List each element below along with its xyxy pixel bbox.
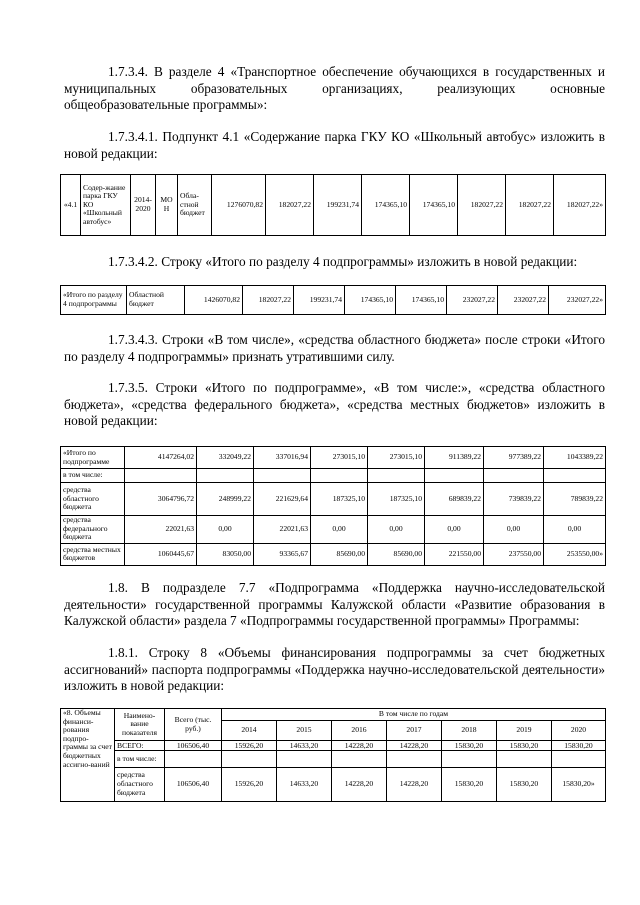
- value-cell: 337016,94: [254, 447, 311, 469]
- value-cell: 3064796,72: [125, 483, 197, 515]
- value-cell: 0,00: [197, 515, 254, 543]
- value-cell: 22021,63: [254, 515, 311, 543]
- value-cell: [497, 751, 552, 767]
- row-label: ВСЕГО:: [115, 741, 165, 751]
- row-label: в том числе:: [115, 751, 165, 767]
- table-program-totals: [60, 446, 606, 566]
- value-cell: 248999,22: [197, 483, 254, 515]
- value-cell: 187325,10: [311, 483, 368, 515]
- value-cell: 911389,22: [425, 447, 484, 469]
- value-cell: 1060445,67: [125, 543, 197, 565]
- value-cell: 739839,22: [484, 483, 544, 515]
- value-cell: 14228,20: [387, 741, 442, 751]
- year-header: 2020: [552, 721, 606, 741]
- row-executor: МОН: [156, 175, 178, 236]
- value-cell: [165, 751, 222, 767]
- row-label: средства областного бюджета: [115, 767, 165, 801]
- year-header: 2017: [387, 721, 442, 741]
- value-cell: 0,00: [368, 515, 425, 543]
- value-cell: 15830,20: [442, 741, 497, 751]
- value-cell: 232027,22»: [549, 286, 606, 315]
- column-header-years: В том числе по годам: [222, 709, 606, 721]
- value-cell: [425, 469, 484, 483]
- row-label: в том числе:: [61, 469, 125, 483]
- value-cell: 15830,20»: [552, 767, 606, 801]
- paragraph-1-7-3-4-1: 1.7.3.4.1. Подпункт 4.1 «Содержание парка ГКУ КО «Школьный автобус» изложить в новой редакции:: [64, 129, 605, 161]
- value-cell: 253550,00»: [544, 543, 606, 565]
- row-label: «8. Объемы финанси-рования подпро-граммы за счет бюджетных ассигно-ваний: [61, 709, 115, 802]
- year-header: 2019: [497, 721, 552, 741]
- value-cell: 977389,22: [484, 447, 544, 469]
- value-cell: 174365,10: [396, 286, 447, 315]
- value-cell: 15830,20: [552, 741, 606, 751]
- row-period: 2014-2020: [131, 175, 156, 236]
- value-cell: 15830,20: [497, 741, 552, 751]
- value-cell: 199231,74: [314, 175, 362, 236]
- column-header: Всего (тыс. руб.): [165, 709, 222, 741]
- value-cell: 174365,10: [410, 175, 458, 236]
- value-cell: [368, 469, 425, 483]
- row-label: средства федерального бюджета: [61, 515, 125, 543]
- column-header: Наимено-вание показателя: [115, 709, 165, 741]
- table-total-section-4: [60, 285, 606, 315]
- value-cell: 187325,10: [368, 483, 425, 515]
- value-cell: [254, 469, 311, 483]
- value-cell: 182027,22»: [554, 175, 606, 236]
- value-cell: [125, 469, 197, 483]
- value-cell: 273015,10: [311, 447, 368, 469]
- value-cell: 1426070,82: [185, 286, 243, 315]
- row-label: средства областного бюджета: [61, 483, 125, 515]
- value-cell: 15830,20: [497, 767, 552, 801]
- value-cell: 15830,20: [442, 767, 497, 801]
- value-cell: 232027,22: [498, 286, 549, 315]
- value-cell: 221629,64: [254, 483, 311, 515]
- value-cell: [222, 751, 277, 767]
- value-cell: 0,00: [425, 515, 484, 543]
- value-cell: 14633,20: [277, 741, 332, 751]
- value-cell: 4147264,02: [125, 447, 197, 469]
- year-header: 2015: [277, 721, 332, 741]
- value-cell: 22021,63: [125, 515, 197, 543]
- row-name: Содер-жание парка ГКУ КО «Школьный автобус»: [81, 175, 131, 236]
- value-cell: 182027,22: [458, 175, 506, 236]
- value-cell: [277, 751, 332, 767]
- value-cell: 182027,22: [266, 175, 314, 236]
- value-cell: 174365,10: [345, 286, 396, 315]
- value-cell: [442, 751, 497, 767]
- value-cell: 182027,22: [243, 286, 294, 315]
- paragraph-1-7-3-5: 1.7.3.5. Строки «Итого по подпрограмме», «В том числе:», «средства областного бюджета», «средства федерального бюджета», «средства местных бюджетов» изложить в новой редакции:: [64, 380, 605, 428]
- row-label: «Итого по разделу 4 подпрограммы: [61, 286, 127, 315]
- value-cell: 106506,40: [165, 741, 222, 751]
- value-cell: 0,00: [544, 515, 606, 543]
- value-cell: 1043389,22: [544, 447, 606, 469]
- row-number: «4.1: [61, 175, 81, 236]
- paragraph-1-7-3-4: 1.7.3.4. В разделе 4 «Транспортное обеспечение обучающихся в государственных и муниципальных образовательных организациях, реализующих основные общеобразовательные программы»:: [64, 64, 605, 112]
- value-cell: 93365,67: [254, 543, 311, 565]
- year-header: 2016: [332, 721, 387, 741]
- value-cell: 174365,10: [362, 175, 410, 236]
- value-cell: 15926,20: [222, 741, 277, 751]
- row-label: «Итого по подпрограмме: [61, 447, 125, 469]
- value-cell: [484, 469, 544, 483]
- value-cell: 14633,20: [277, 767, 332, 801]
- value-cell: [197, 469, 254, 483]
- value-cell: 199231,74: [294, 286, 345, 315]
- paragraph-1-8-1: 1.8.1. Строку 8 «Объемы финансирования подпрограммы за счет бюджетных ассигнований» паспорта подпрограммы «Поддержка научно-исследовательской деятельности» изложить в новой редакции:: [64, 645, 605, 693]
- value-cell: 83050,00: [197, 543, 254, 565]
- value-cell: 85690,00: [368, 543, 425, 565]
- value-cell: 14228,20: [332, 767, 387, 801]
- row-source: Обла-стной бюджет: [178, 175, 212, 236]
- value-cell: 232027,22: [447, 286, 498, 315]
- year-header: 2018: [442, 721, 497, 741]
- value-cell: 273015,10: [368, 447, 425, 469]
- value-cell: [332, 751, 387, 767]
- value-cell: 14228,20: [332, 741, 387, 751]
- value-cell: 106506,40: [165, 767, 222, 801]
- value-cell: [552, 751, 606, 767]
- paragraph-1-8: 1.8. В подразделе 7.7 «Подпрограмма «Поддержка научно-исследовательской деятельности» государственной программы Калужской области «Развитие образования в Калужской области» раздела 7 «Подпрограммы государственной программы» Программы:: [64, 580, 605, 628]
- value-cell: 0,00: [311, 515, 368, 543]
- value-cell: [544, 469, 606, 483]
- paragraph-1-7-3-4-3: 1.7.3.4.3. Строки «В том числе», «средства областного бюджета» после строки «Итого по разделу 4 подпрограммы» признать утратившими силу.: [64, 332, 605, 364]
- paragraph-1-7-3-4-2: 1.7.3.4.2. Строку «Итого по разделу 4 подпрограммы» изложить в новой редакции:: [108, 254, 578, 269]
- value-cell: 1276070,82: [212, 175, 266, 236]
- value-cell: 789839,22: [544, 483, 606, 515]
- value-cell: 0,00: [484, 515, 544, 543]
- value-cell: 689839,22: [425, 483, 484, 515]
- table-subitem-4-1: [60, 174, 606, 236]
- value-cell: 237550,00: [484, 543, 544, 565]
- row-source: Областной бюджет: [127, 286, 185, 315]
- value-cell: 15926,20: [222, 767, 277, 801]
- value-cell: [387, 751, 442, 767]
- value-cell: 332049,22: [197, 447, 254, 469]
- row-label: средства местных бюджетов: [61, 543, 125, 565]
- value-cell: 221550,00: [425, 543, 484, 565]
- year-header: 2014: [222, 721, 277, 741]
- value-cell: 14228,20: [387, 767, 442, 801]
- table-funding-volumes: [60, 708, 606, 802]
- value-cell: 182027,22: [506, 175, 554, 236]
- value-cell: [311, 469, 368, 483]
- value-cell: 85690,00: [311, 543, 368, 565]
